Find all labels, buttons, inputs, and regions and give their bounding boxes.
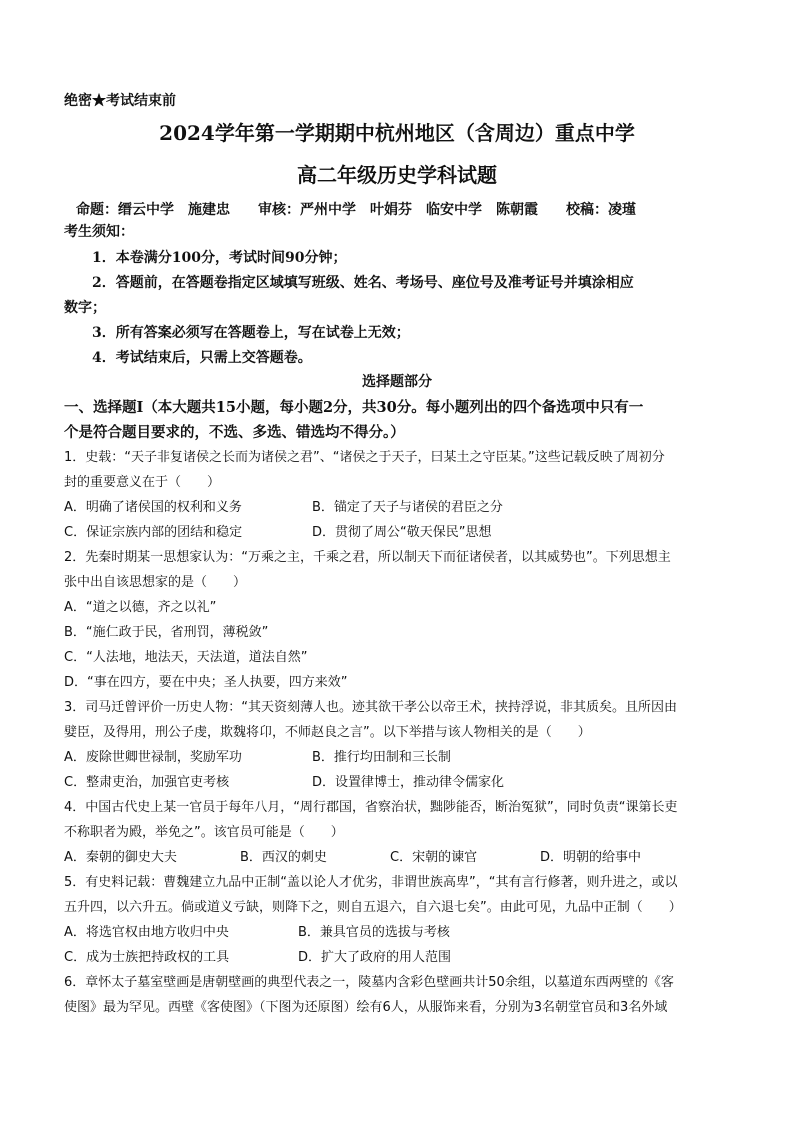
option-b: B．锚定了天子与诸侯的君臣之分 — [312, 500, 503, 515]
question-stem: 2．先秦时期某一思想家认为：“万乘之主，千乘之君，所以制天下而征诸侯者，以其威势也”。下列思想主 — [64, 550, 671, 565]
option-d: D．贯彻了周公“敬天保民”思想 — [312, 525, 492, 540]
exam-subtitle: 高二年级历史学科试题 — [297, 163, 497, 187]
option-c: C．保证宗族内部的团结和稳定 — [64, 525, 243, 540]
option-d: D．扩大了政府的用人范围 — [298, 950, 452, 965]
option-b: B．兼具官员的选拔与考核 — [298, 925, 450, 940]
question-stem: 5．有史料记载：曹魏建立九品中正制“盖以论人才优劣，非谓世族高卑”，“其有言行修著，则升进之，或以 — [64, 875, 678, 890]
credits-line: 命题：缙云中学 施建忠 审核：严州中学 叶娟芬 临安中学 陈朝霞 校稿：凌瑾 — [76, 202, 636, 218]
question-stem: 嬖臣，及得用，刑公子虔，欺魏将卬，不师赵良之言”。以下举措与该人物相关的是（ ） — [64, 725, 591, 740]
notice-item: 2．答题前，在答题卷指定区域填写班级、姓名、考场号、座位号及准考证号并填涂相应 — [92, 275, 634, 291]
notice-heading: 考生须知： — [64, 224, 134, 240]
option-d: D．设置律博士，推动律令儒家化 — [312, 775, 505, 790]
section-instruction: 一、选择题Ⅰ（本大题共15小题，每小题2分，共30分。每小题列出的四个备选项中只有一 — [64, 399, 644, 416]
option-d: D．“事在四方，要在中央；圣人执要，四方来效” — [64, 675, 348, 690]
question-stem: 五升四，以六升五。倘或道义亏缺，则降下之，则自五退六，自六退七矣”。由此可见，九品中正制（ ） — [64, 900, 682, 915]
option-c: C．成为士族把持政权的工具 — [64, 950, 230, 965]
question-stem: 4．中国古代史上某一官员于每年八月，“周行郡国，省察治状，黜陟能否，断治冤狱”，同时负责“课第长吏 — [64, 800, 678, 815]
question-stem: 不称职者为殿，举免之”。该官员可能是（ ） — [64, 825, 344, 840]
notice-item: 3．所有答案必须写在答题卷上，写在试卷上无效； — [92, 325, 410, 341]
notice-item: 4．考试结束后，只需上交答题卷。 — [92, 350, 312, 366]
option-a: A．明确了诸侯国的权利和义务 — [64, 500, 242, 515]
option-c: C．整肃吏治，加强官吏考核 — [64, 775, 230, 790]
part-title: 选择题部分 — [362, 374, 432, 390]
option-a: A．“道之以德，齐之以礼” — [64, 600, 217, 615]
option-d: D．明朝的给事中 — [540, 850, 642, 865]
option-b: B．西汉的刺史 — [240, 850, 327, 865]
option-a: A．秦朝的御史大夫 — [64, 850, 177, 865]
notice-item: 数字； — [64, 300, 106, 316]
confidential-mark: 绝密★考试结束前 — [64, 93, 176, 109]
question-stem: 1．史载：“天子非复诸侯之长而为诸侯之君”、“诸侯之于天子，曰某土之守臣某。”这些记载反映了周初分 — [64, 450, 665, 465]
notice-item: 1．本卷满分100分，考试时间90分钟； — [92, 250, 347, 266]
question-stem: 使图》最为罕见。西壁《客使图》（下图为还原图）绘有6人，从服饰来看，分别为3名朝堂官员和3名外域 — [64, 1000, 668, 1015]
option-a: A．将选官权由地方收归中央 — [64, 925, 229, 940]
option-b: B．推行均田制和三长制 — [312, 750, 451, 765]
option-c: C．宋朝的谏官 — [390, 850, 478, 865]
option-c: C．“人法地，地法天，天法道，道法自然” — [64, 650, 308, 665]
option-b: B．“施仁政于民，省刑罚，薄税敛” — [64, 625, 269, 640]
option-a: A．废除世卿世禄制，奖励军功 — [64, 750, 242, 765]
question-stem: 6．章怀太子墓室壁画是唐朝壁画的典型代表之一，陵墓内含彩色壁画共计50余组，以墓道东西两壁的《客 — [64, 975, 674, 990]
section-instruction: 个是符合题目要求的，不选、多选、错选均不得分。） — [64, 424, 405, 441]
question-stem: 张中出自该思想家的是（ ） — [64, 575, 247, 590]
question-stem: 封的重要意义在于（ ） — [64, 475, 221, 490]
question-stem: 3．司马迁曾评价一历史人物：“其天资刻薄人也。迹其欲干孝公以帝王术，挟持浮说，非其质矣。且所因由 — [64, 700, 678, 715]
exam-title: 2024学年第一学期期中杭州地区（含周边）重点中学 — [159, 121, 635, 145]
